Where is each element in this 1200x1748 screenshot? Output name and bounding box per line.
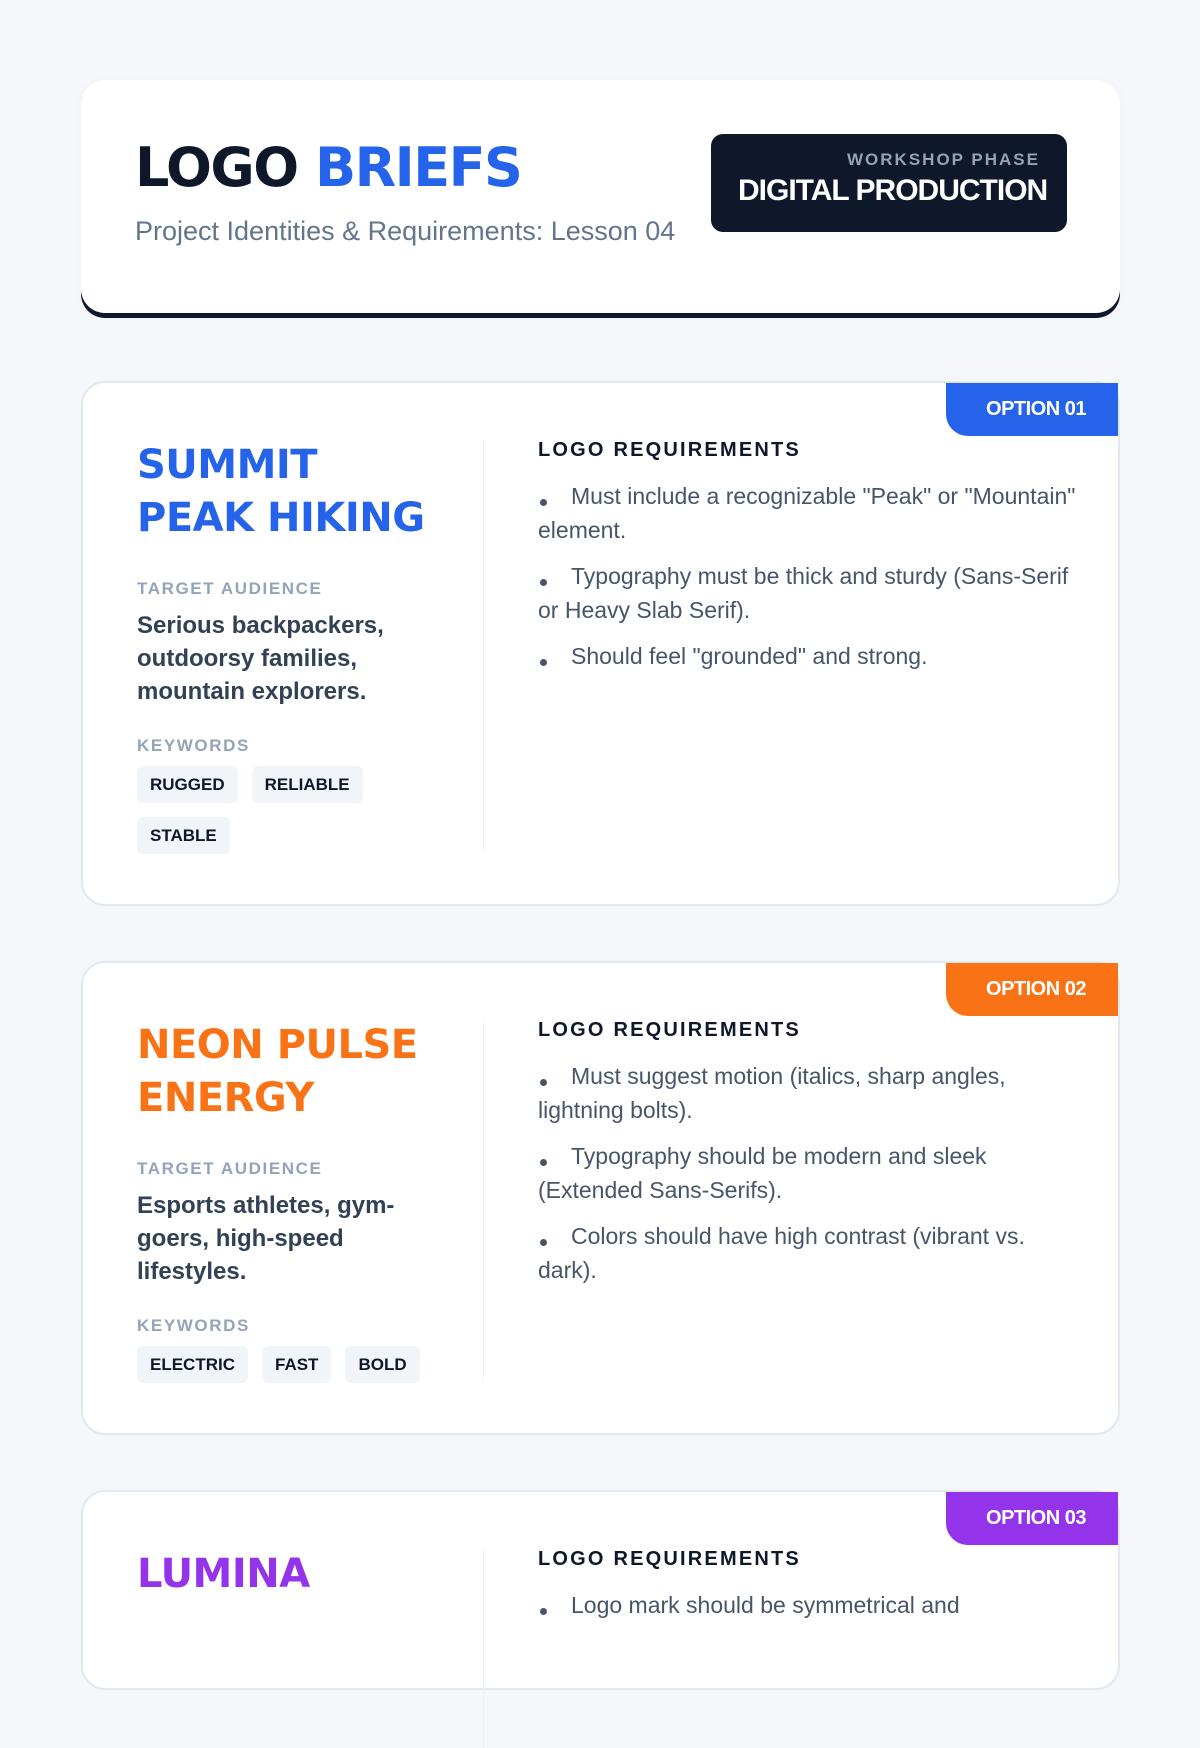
brand-name-line: ENERGY [137,1075,314,1121]
target-audience-label: TARGET AUDIENCE [137,1159,323,1178]
option-badge: OPTION 02 [946,963,1118,1016]
page-subtitle: Project Identities & Requirements: Lesson 04 [135,216,676,246]
logo-requirements [538,1019,1078,1299]
list-item [538,1219,1078,1287]
keyword-tag: FAST [262,1346,331,1383]
requirements-list [538,1588,1078,1622]
option-badge: OPTION 03 [946,1492,1118,1545]
keyword-tag: BOLD [345,1346,419,1383]
brief-identity [137,1019,437,1383]
page-title [135,136,521,200]
keyword-tag: RELIABLE [252,766,363,803]
requirement-text: Colors should have high contrast (vibrant vs. dark). [538,1223,1025,1283]
option-badge: OPTION 01 [946,383,1118,436]
brief-card-summit-peak [81,381,1120,906]
brief-card-lumina [81,1490,1120,1690]
list-item [538,1588,1078,1622]
logo-requirements-label: LOGO REQUIREMENTS [538,1548,801,1570]
requirement-text: Logo mark should be symmetrical and [571,1592,960,1618]
list-item [538,1139,1078,1207]
logo-requirements-label: LOGO REQUIREMENTS [538,439,801,461]
logo-requirements [538,1548,1078,1634]
requirements-list [538,479,1078,673]
brand-name [137,1019,437,1125]
keyword-tags [137,1346,437,1383]
keyword-tag: STABLE [137,817,230,854]
title-briefs: BRIEFS [314,136,522,199]
phase-value: DIGITAL PRODUCTION [738,174,1048,207]
logo-requirements [538,439,1078,685]
title-logo: LOGO [135,136,298,199]
list-item [538,1059,1078,1127]
list-item [538,479,1078,547]
target-audience-label: TARGET AUDIENCE [137,579,323,598]
requirements-list [538,1059,1078,1287]
workshop-phase-badge [711,134,1067,232]
requirement-text: Should feel "grounded" and strong. [571,643,928,669]
list-item [538,639,1078,673]
header-card [81,80,1120,313]
brand-name-line: SUMMIT [137,442,318,488]
target-audience-text: Esports athletes, gym-goers, high-speed lifestyles. [137,1192,395,1285]
column-divider [483,439,484,852]
brand-name [137,1548,437,1601]
keyword-tag: ELECTRIC [137,1346,248,1383]
column-divider [483,1548,484,1748]
requirement-text: Must include a recognizable "Peak" or "Mountain" element. [538,483,1076,543]
brand-name-line: LUMINA [137,1551,310,1597]
brief-card-neon-pulse [81,961,1120,1435]
brief-identity [137,439,437,854]
keyword-tags [137,766,437,854]
keywords-label: KEYWORDS [137,736,250,755]
brief-identity [137,1548,437,1601]
requirement-text: Typography should be modern and sleek (Extended Sans-Serifs). [538,1143,987,1203]
requirement-text: Must suggest motion (italics, sharp angles, lightning bolts). [538,1063,1006,1123]
brand-name-line: NEON PULSE [137,1022,418,1068]
logo-requirements-label: LOGO REQUIREMENTS [538,1019,801,1041]
target-audience-text: Serious backpackers, outdoorsy families, mountain explorers. [137,612,384,705]
brand-name-line: PEAK HIKING [137,495,425,541]
brand-name [137,439,437,545]
column-divider [483,1019,484,1382]
keywords-label: KEYWORDS [137,1316,250,1335]
phase-label: WORKSHOP PHASE [847,150,1040,169]
requirement-text: Typography must be thick and sturdy (Sans-Serif or Heavy Slab Serif). [538,563,1069,623]
list-item [538,559,1078,627]
keyword-tag: RUGGED [137,766,238,803]
